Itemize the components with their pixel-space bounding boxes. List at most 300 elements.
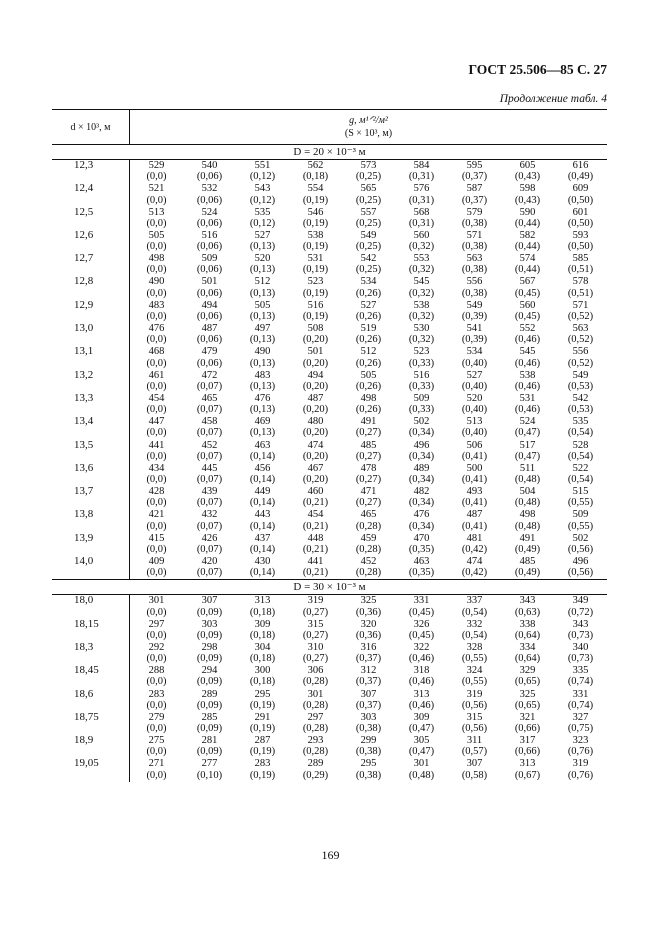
s-value: (0,27) xyxy=(355,450,382,462)
s-value: (0,20) xyxy=(302,357,329,369)
s-value: (0,48) xyxy=(514,520,541,532)
g-value: 595 xyxy=(466,160,483,171)
s-value: (0,34) xyxy=(408,497,435,509)
s-value: (0,35) xyxy=(408,567,435,579)
s-value: (0,06) xyxy=(196,334,223,346)
row-values xyxy=(129,253,607,276)
g-value: 321 xyxy=(519,711,536,723)
table-cell xyxy=(395,689,448,712)
g-value: 481 xyxy=(466,532,483,544)
g-value: 311 xyxy=(466,735,483,747)
s-value: (0,0) xyxy=(146,474,167,486)
g-value: 523 xyxy=(307,276,324,288)
table-cell xyxy=(236,486,289,509)
s-value: (0,32) xyxy=(408,241,435,253)
g-value: 513 xyxy=(148,206,165,218)
s-value: (0,75) xyxy=(567,723,594,735)
g-value: 573 xyxy=(360,160,377,171)
g-value: 521 xyxy=(148,183,165,195)
row-values xyxy=(129,509,607,532)
g-value: 327 xyxy=(572,711,589,723)
g-value: 454 xyxy=(307,509,324,521)
g-value: 556 xyxy=(572,346,589,358)
table-cell xyxy=(395,183,448,206)
g-value: 552 xyxy=(519,323,536,335)
table-cell xyxy=(342,689,395,712)
s-value: (0,06) xyxy=(196,310,223,322)
g-value: 506 xyxy=(466,439,483,451)
g-value: 338 xyxy=(519,618,536,630)
g-value: 313 xyxy=(254,595,271,607)
g-value: 328 xyxy=(466,641,483,653)
table-cell xyxy=(554,642,607,665)
table-cell xyxy=(130,230,183,253)
g-value: 505 xyxy=(254,299,271,311)
table-cell xyxy=(501,160,554,183)
table-row xyxy=(52,533,607,556)
s-value: (0,37) xyxy=(355,676,382,688)
s-value: (0,41) xyxy=(461,520,488,532)
table-cell xyxy=(501,370,554,393)
g-value: 491 xyxy=(360,416,377,428)
table-cell xyxy=(395,416,448,439)
s-value: (0,32) xyxy=(408,310,435,322)
s-value: (0,55) xyxy=(461,653,488,665)
s-value: (0,27) xyxy=(302,606,329,618)
g-value: 496 xyxy=(572,556,589,568)
table-cell xyxy=(183,712,236,735)
g-value: 582 xyxy=(519,229,536,241)
s-value: (0,19) xyxy=(302,287,329,299)
s-value: (0,65) xyxy=(514,699,541,711)
s-value: (0,18) xyxy=(249,653,276,665)
row-values xyxy=(129,416,607,439)
s-value: (0,19) xyxy=(302,264,329,276)
table-cell xyxy=(501,735,554,758)
row-d-value: 13,2 xyxy=(74,368,94,381)
s-value: (0,37) xyxy=(461,171,488,183)
table-row xyxy=(52,619,607,642)
table-cell xyxy=(395,712,448,735)
table-cell xyxy=(501,253,554,276)
table-row xyxy=(52,758,607,781)
g-value: 483 xyxy=(148,299,165,311)
g-value: 494 xyxy=(307,369,324,381)
table-cell xyxy=(554,509,607,532)
g-value: 549 xyxy=(572,369,589,381)
table-cell xyxy=(130,509,183,532)
s-value: (0,25) xyxy=(355,241,382,253)
g-value: 452 xyxy=(360,556,377,568)
table-cell xyxy=(501,230,554,253)
table-cell xyxy=(395,346,448,369)
table-cell xyxy=(448,416,501,439)
s-value: (0,34) xyxy=(408,427,435,439)
row-d-value: 12,3 xyxy=(74,159,94,171)
g-value: 325 xyxy=(519,688,536,700)
table-cell xyxy=(554,230,607,253)
table-cell xyxy=(448,595,501,618)
s-value: (0,0) xyxy=(146,264,167,276)
g-value: 322 xyxy=(413,641,430,653)
table-cell xyxy=(395,556,448,579)
s-value: (0,50) xyxy=(567,217,594,229)
s-value: (0,06) xyxy=(196,241,223,253)
g-value: 439 xyxy=(201,486,218,498)
s-value: (0,19) xyxy=(249,723,276,735)
g-value: 447 xyxy=(148,416,165,428)
table-cell xyxy=(342,642,395,665)
s-value: (0,36) xyxy=(355,606,382,618)
header-d: d × 10³, м xyxy=(52,110,130,144)
table-cell xyxy=(554,370,607,393)
table-row xyxy=(52,370,607,393)
table-cell xyxy=(395,370,448,393)
s-value: (0,10) xyxy=(196,769,223,781)
table-cell xyxy=(342,533,395,556)
table-cell xyxy=(448,183,501,206)
table-cell xyxy=(342,160,395,183)
g-value: 409 xyxy=(148,556,165,568)
table-cell xyxy=(183,323,236,346)
s-value: (0,54) xyxy=(567,427,594,439)
g-value: 497 xyxy=(254,323,271,335)
table-row xyxy=(52,253,607,276)
row-d-value: 13,6 xyxy=(74,461,94,474)
table-row xyxy=(52,665,607,688)
s-value: (0,19) xyxy=(302,217,329,229)
s-value: (0,0) xyxy=(146,723,167,735)
table-cell xyxy=(554,416,607,439)
s-value: (0,56) xyxy=(567,543,594,555)
g-value: 478 xyxy=(360,462,377,474)
g-value: 313 xyxy=(519,758,536,770)
table-cell xyxy=(342,346,395,369)
table-row xyxy=(52,509,607,532)
g-value: 313 xyxy=(413,688,430,700)
s-value: (0,54) xyxy=(567,450,594,462)
g-value: 516 xyxy=(413,369,430,381)
table-cell xyxy=(448,689,501,712)
s-value: (0,20) xyxy=(302,474,329,486)
row-values xyxy=(129,486,607,509)
g-value: 509 xyxy=(572,509,589,521)
g-value: 571 xyxy=(466,229,483,241)
g-value: 307 xyxy=(360,688,377,700)
table-cell xyxy=(448,346,501,369)
row-values xyxy=(129,230,607,253)
row-values xyxy=(129,735,607,758)
table-cell xyxy=(395,486,448,509)
s-value: (0,28) xyxy=(355,543,382,555)
table-cell xyxy=(342,595,395,618)
g-value: 498 xyxy=(148,253,165,265)
s-value: (0,07) xyxy=(196,450,223,462)
s-value: (0,0) xyxy=(146,310,167,322)
g-value: 530 xyxy=(413,323,430,335)
table-cell xyxy=(342,556,395,579)
s-value: (0,20) xyxy=(302,450,329,462)
table-cell xyxy=(448,207,501,230)
table-cell xyxy=(183,689,236,712)
table-cell xyxy=(183,595,236,618)
s-value: (0,39) xyxy=(461,334,488,346)
g-value: 567 xyxy=(519,276,536,288)
g-value: 571 xyxy=(572,299,589,311)
row-values xyxy=(129,207,607,230)
g-value: 474 xyxy=(307,439,324,451)
table-cell xyxy=(130,346,183,369)
table-cell xyxy=(289,276,342,299)
g-value: 349 xyxy=(572,595,589,607)
g-value: 326 xyxy=(413,618,430,630)
table-cell xyxy=(342,393,395,416)
table-cell xyxy=(448,300,501,323)
row-d-value: 12,5 xyxy=(74,205,94,218)
s-value: (0,27) xyxy=(355,474,382,486)
table-cell xyxy=(554,323,607,346)
table-row xyxy=(52,595,607,618)
table-cell xyxy=(554,758,607,781)
row-values xyxy=(129,160,607,183)
g-value: 519 xyxy=(360,323,377,335)
table-cell xyxy=(130,665,183,688)
table-cell xyxy=(236,393,289,416)
s-value: (0,12) xyxy=(249,194,276,206)
table-cell xyxy=(289,416,342,439)
g-value: 538 xyxy=(519,369,536,381)
table-cell xyxy=(342,207,395,230)
g-value: 562 xyxy=(307,160,324,171)
table-cell xyxy=(183,758,236,781)
s-value: (0,07) xyxy=(196,474,223,486)
g-value: 285 xyxy=(201,711,218,723)
s-value: (0,57) xyxy=(461,746,488,758)
g-value: 551 xyxy=(254,160,271,171)
table-cell xyxy=(236,533,289,556)
table-cell xyxy=(236,276,289,299)
s-value: (0,55) xyxy=(567,497,594,509)
s-value: (0,38) xyxy=(355,746,382,758)
table-cell xyxy=(183,486,236,509)
data-table xyxy=(52,109,607,782)
g-value: 430 xyxy=(254,556,271,568)
table-cell xyxy=(289,619,342,642)
table-cell xyxy=(395,276,448,299)
table-cell xyxy=(183,370,236,393)
table-cell xyxy=(183,556,236,579)
table-row xyxy=(52,300,607,323)
g-value: 587 xyxy=(466,183,483,195)
row-d-value: 18,9 xyxy=(74,734,94,747)
table-cell xyxy=(554,393,607,416)
s-value: (0,42) xyxy=(461,567,488,579)
table-cell xyxy=(554,160,607,183)
g-value: 512 xyxy=(360,346,377,358)
s-value: (0,07) xyxy=(196,520,223,532)
s-value: (0,38) xyxy=(355,769,382,781)
s-value: (0,21) xyxy=(302,543,329,555)
g-value: 421 xyxy=(148,509,165,521)
g-value: 443 xyxy=(254,509,271,521)
s-value: (0,0) xyxy=(146,287,167,299)
row-values xyxy=(129,642,607,665)
g-value: 463 xyxy=(254,439,271,451)
row-d-value: 18,6 xyxy=(74,687,94,700)
s-value: (0,12) xyxy=(249,217,276,229)
g-value: 434 xyxy=(148,462,165,474)
table-cell xyxy=(501,509,554,532)
s-value: (0,0) xyxy=(146,380,167,392)
s-value: (0,53) xyxy=(567,404,594,416)
table-cell xyxy=(501,393,554,416)
row-values xyxy=(129,393,607,416)
table-cell xyxy=(342,735,395,758)
table-cell xyxy=(501,207,554,230)
s-value: (0,37) xyxy=(355,653,382,665)
table-cell xyxy=(448,440,501,463)
s-value: (0,13) xyxy=(249,404,276,416)
s-value: (0,06) xyxy=(196,171,223,183)
table-cell xyxy=(289,207,342,230)
s-value: (0,74) xyxy=(567,676,594,688)
table-cell xyxy=(130,416,183,439)
g-value: 487 xyxy=(466,509,483,521)
table-cell xyxy=(289,665,342,688)
g-value: 309 xyxy=(254,618,271,630)
g-value: 316 xyxy=(360,641,377,653)
table-cell xyxy=(130,556,183,579)
row-values xyxy=(129,712,607,735)
g-value: 476 xyxy=(413,509,430,521)
table-cell xyxy=(289,533,342,556)
g-value: 319 xyxy=(307,595,324,607)
s-value: (0,09) xyxy=(196,606,223,618)
table-cell xyxy=(501,533,554,556)
s-value: (0,40) xyxy=(461,427,488,439)
g-value: 293 xyxy=(307,735,324,747)
g-value: 560 xyxy=(413,229,430,241)
s-value: (0,0) xyxy=(146,769,167,781)
row-values xyxy=(129,689,607,712)
s-value: (0,28) xyxy=(302,723,329,735)
table-cell xyxy=(554,207,607,230)
table-cell xyxy=(501,323,554,346)
s-value: (0,13) xyxy=(249,310,276,322)
row-d-value: 13,9 xyxy=(74,531,94,544)
s-value: (0,0) xyxy=(146,543,167,555)
table-row xyxy=(52,463,607,486)
table-cell xyxy=(448,160,501,183)
row-d-value: 18,45 xyxy=(74,664,99,677)
row-values xyxy=(129,595,607,618)
table-cell xyxy=(183,735,236,758)
row-d-value: 18,75 xyxy=(74,710,99,723)
g-value: 415 xyxy=(148,532,165,544)
table-cell xyxy=(236,758,289,781)
table-cell xyxy=(183,509,236,532)
s-value: (0,0) xyxy=(146,194,167,206)
table-cell xyxy=(342,183,395,206)
s-value: (0,53) xyxy=(567,380,594,392)
s-value: (0,26) xyxy=(355,287,382,299)
table-cell xyxy=(130,276,183,299)
g-value: 502 xyxy=(572,532,589,544)
s-value: (0,39) xyxy=(461,310,488,322)
g-value: 292 xyxy=(148,641,165,653)
g-value: 531 xyxy=(519,392,536,404)
table-cell xyxy=(183,533,236,556)
row-d-value: 13,3 xyxy=(74,391,94,404)
s-value: (0,27) xyxy=(355,427,382,439)
table-row xyxy=(52,735,607,758)
section-body-1 xyxy=(52,160,607,579)
s-value: (0,20) xyxy=(302,427,329,439)
table-cell xyxy=(236,346,289,369)
s-value: (0,40) xyxy=(461,404,488,416)
g-value: 593 xyxy=(572,229,589,241)
g-value: 463 xyxy=(413,556,430,568)
g-value: 471 xyxy=(360,486,377,498)
table-cell xyxy=(289,486,342,509)
table-row xyxy=(52,207,607,230)
table-cell xyxy=(289,393,342,416)
s-value: (0,0) xyxy=(146,653,167,665)
g-value: 298 xyxy=(201,641,218,653)
s-value: (0,58) xyxy=(461,769,488,781)
g-value: 312 xyxy=(360,665,377,677)
table-cell xyxy=(289,440,342,463)
s-value: (0,0) xyxy=(146,450,167,462)
g-value: 609 xyxy=(572,183,589,195)
g-value: 283 xyxy=(254,758,271,770)
table-cell xyxy=(130,712,183,735)
g-value: 496 xyxy=(413,439,430,451)
s-value: (0,26) xyxy=(355,380,382,392)
table-cell xyxy=(183,183,236,206)
table-cell xyxy=(342,416,395,439)
s-value: (0,0) xyxy=(146,241,167,253)
g-value: 605 xyxy=(519,160,536,171)
g-value: 277 xyxy=(201,758,218,770)
s-value: (0,55) xyxy=(567,520,594,532)
row-d-value: 18,0 xyxy=(74,594,94,607)
s-value: (0,66) xyxy=(514,746,541,758)
s-value: (0,31) xyxy=(408,194,435,206)
g-value: 456 xyxy=(254,462,271,474)
g-value: 585 xyxy=(572,253,589,265)
g-value: 524 xyxy=(201,206,218,218)
g-value: 449 xyxy=(254,486,271,498)
s-value: (0,38) xyxy=(461,217,488,229)
table-cell xyxy=(501,486,554,509)
table-cell xyxy=(289,758,342,781)
s-value: (0,76) xyxy=(567,769,594,781)
g-value: 300 xyxy=(254,665,271,677)
s-value: (0,49) xyxy=(514,543,541,555)
table-cell xyxy=(236,207,289,230)
s-value: (0,35) xyxy=(408,543,435,555)
table-cell xyxy=(448,393,501,416)
table-cell xyxy=(183,463,236,486)
g-value: 490 xyxy=(254,346,271,358)
g-value: 520 xyxy=(254,253,271,265)
row-d-value: 14,0 xyxy=(74,555,94,568)
g-value: 295 xyxy=(254,688,271,700)
s-value: (0,45) xyxy=(514,310,541,322)
g-value: 289 xyxy=(201,688,218,700)
s-value: (0,0) xyxy=(146,520,167,532)
